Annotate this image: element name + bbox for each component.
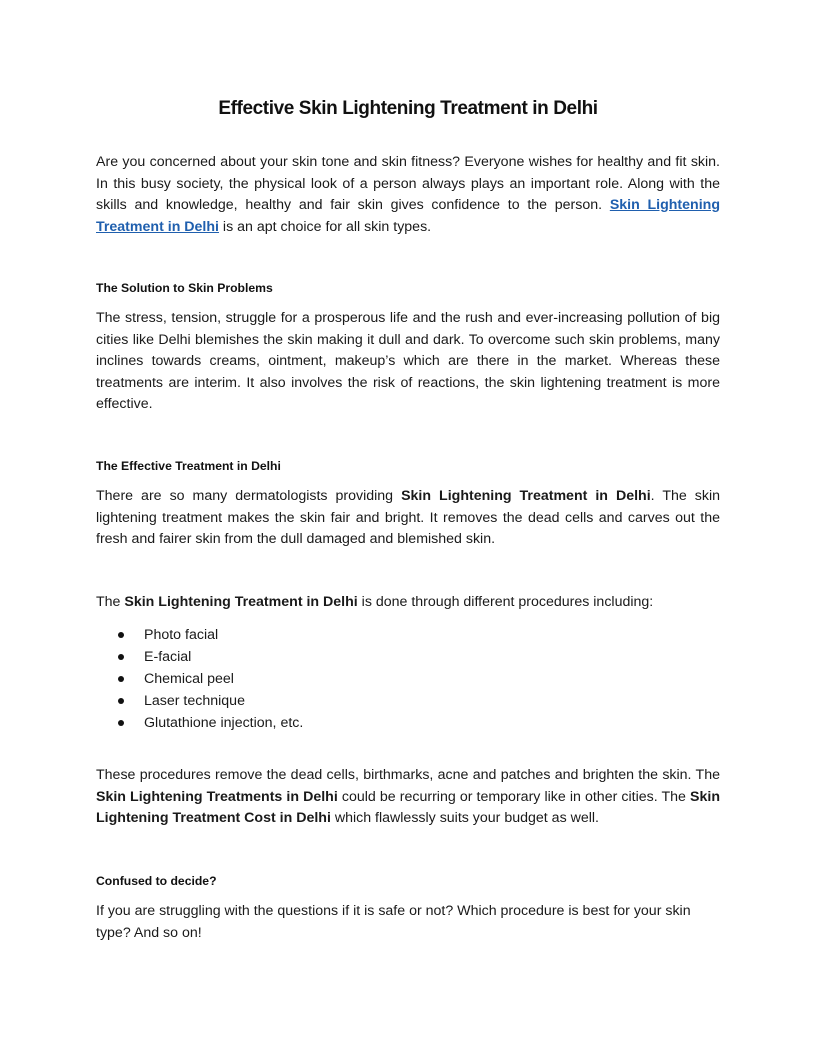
intro-text: Are you concerned about your skin tone and skin fitness? Everyone wishes for healthy and fit skin. In this busy society, the physical look of a person always plays an important role. Along with the skills and knowledge, healthy and fair skin gives confidence to the person.: [96, 154, 720, 213]
list-item: [96, 646, 303, 668]
confused-paragraph: If you are struggling with the questions if it is safe or not? Which procedure is best for your skin type? And so on!: [96, 903, 691, 941]
list-item: [96, 712, 303, 734]
document-title: Effective Skin Lightening Treatment in Delhi: [218, 98, 598, 119]
list-item-text: Photo facial: [144, 627, 219, 643]
intro-paragraph: [96, 152, 720, 238]
bullet-icon: [118, 698, 124, 704]
effective-text-end: . The skin lightening treatment makes the skin fair and bright. It removes the dead cells and carves out the fresh and fairer skin from the dull damaged and blemished skin.: [96, 488, 721, 547]
list-item: [96, 690, 303, 712]
effective-bold: Skin Lightening Treatment in Delhi: [401, 488, 651, 504]
procedures-intro-pre: The: [96, 594, 125, 610]
summary-bold-1: Skin Lightening Treatments in Delhi: [96, 788, 338, 805]
list-item: [96, 624, 303, 646]
summary-bold-2: Skin Lightening Treatment Cost in Delhi: [96, 788, 720, 826]
solution-paragraph: The stress, tension, struggle for a prosperous life and the rush and ever-increasing pollution of big cities like Delhi blemishes the skin making it dull and dark. To overcome such skin problems, many inclines towards creams, ointment, makeup’s which are there in the market. Whereas these treatments are interim. It also involves the risk of reactions, the skin lightening treatment is more effective.: [96, 310, 720, 412]
list-item-text: Laser technique: [144, 693, 245, 709]
procedures-intro-bold: Skin Lightening Treatment in Delhi: [124, 594, 358, 610]
list-item-text: Glutathione injection, etc.: [144, 715, 304, 731]
intro-text-end: is an apt choice for all skin types.: [218, 218, 432, 235]
procedures-intro: [96, 592, 720, 614]
section-heading-confused: Confused to decide?: [96, 874, 217, 888]
effective-treatment-paragraph: [96, 486, 720, 551]
section-heading-effective-treatment: The Effective Treatment in Delhi: [96, 459, 281, 473]
list-item: [96, 668, 303, 690]
bullet-icon: [118, 720, 124, 726]
bullet-icon: [118, 632, 124, 638]
procedures-list: [96, 624, 303, 734]
summary-text-mid: could be recurring or temporary like in other cities. The: [337, 788, 691, 805]
list-item-text: E-facial: [144, 649, 192, 665]
bullet-icon: [118, 676, 124, 682]
summary-paragraph: [96, 765, 720, 830]
summary-text-end: which flawlessly suits your budget as well.: [330, 810, 599, 826]
effective-text: There are so many dermatologists providing: [96, 488, 402, 504]
list-item-text: Chemical peel: [144, 671, 234, 687]
section-heading-solution: The Solution to Skin Problems: [96, 281, 273, 295]
summary-text: These procedures remove the dead cells, birthmarks, acne and patches and brighten the skin. The: [96, 767, 720, 783]
bullet-icon: [118, 654, 124, 660]
procedures-intro-post: is done through different procedures including:: [357, 594, 654, 610]
skin-lightening-link[interactable]: Skin Lightening Treatment in Delhi: [96, 197, 720, 235]
